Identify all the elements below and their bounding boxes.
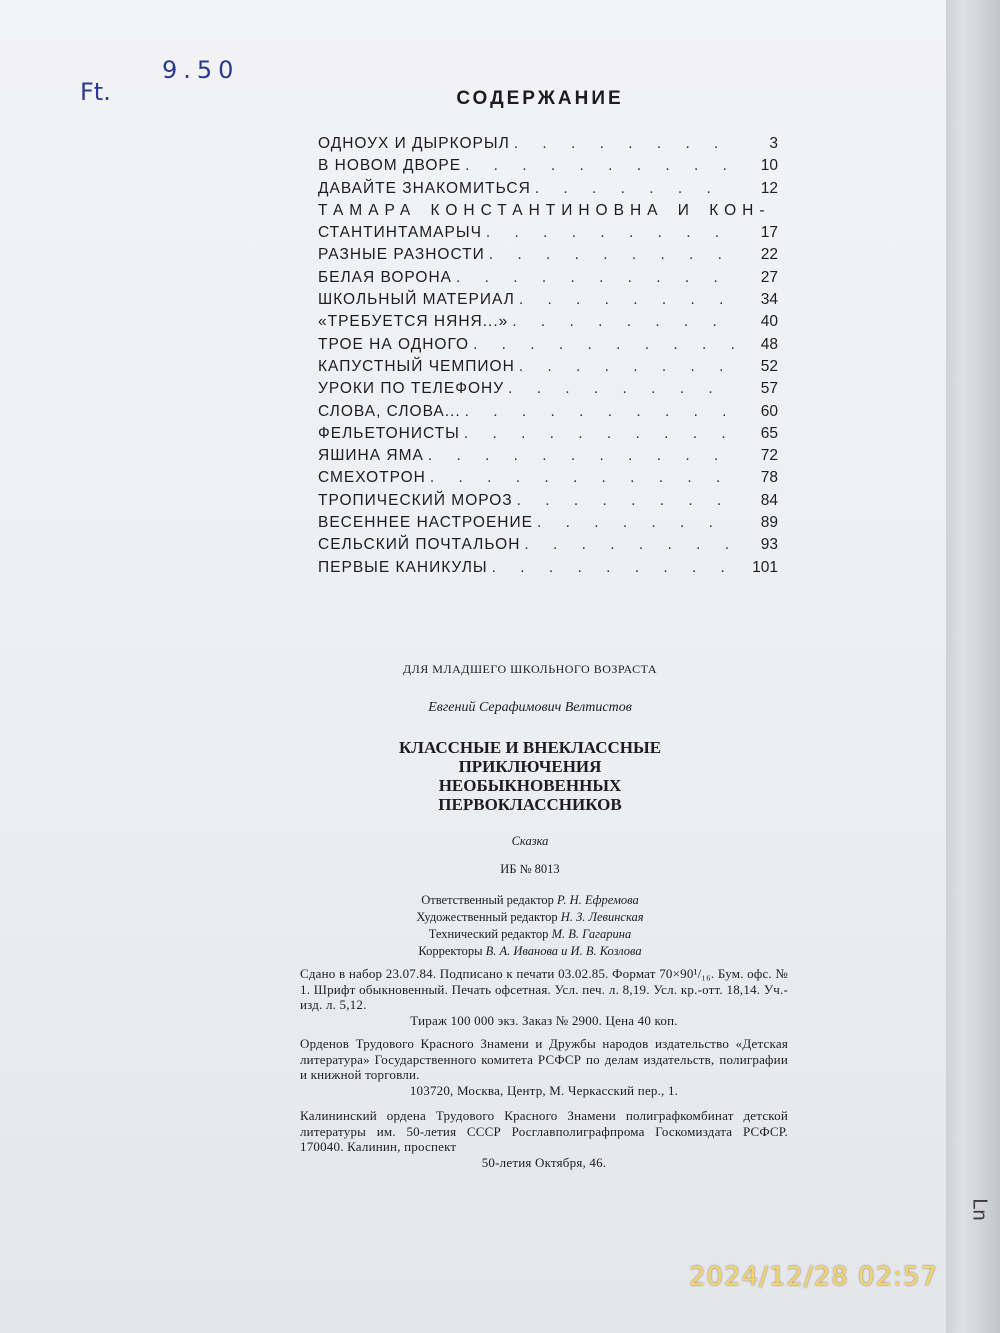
toc-entry-title: ДАВАЙТЕ ЗНАКОМИТЬСЯ (318, 179, 531, 197)
book-title (300, 738, 760, 814)
photo-timestamp: 2024/12/28 02:57 (688, 1262, 938, 1292)
toc-entry (318, 269, 778, 291)
toc-leader-dots (537, 514, 734, 532)
toc-leader-dots (473, 336, 734, 354)
toc-entry (318, 469, 778, 491)
edge-mark: Ln (968, 1198, 991, 1221)
toc-entry-title: ШКОЛЬНЫЙ МАТЕРИАЛ (318, 291, 515, 309)
toc-entry (318, 559, 778, 581)
publisher-address: 103720, Москва, Центр, М. Черкасский пер., 1. (409, 1082, 679, 1098)
toc-entry-page: 34 (760, 291, 778, 309)
toc-entry-title: ПЕРВЫЕ КАНИКУЛЫ (318, 558, 488, 576)
toc-entry (318, 224, 778, 246)
ib-number: ИБ № 8013 (500, 862, 560, 876)
age-group: ДЛЯ МЛАДШЕГО ШКОЛЬНОГО ВОЗРАСТА (402, 662, 658, 676)
printer-address: 50-летия Октября, 46. (481, 1154, 607, 1170)
printer-info: Калининский ордена Трудового Красного Знамени полиграфкомбинат детской литературы им. 50-летия СССР Росглавполиграфпрома Госкомиздата РСФСР. 170040. Калинин, проспект 50-летия Октября, 46. (300, 1108, 788, 1170)
toc-entry (318, 135, 778, 157)
toc-leader-dots (519, 291, 734, 309)
genre: Сказка (511, 834, 549, 848)
toc-entry (318, 358, 778, 380)
toc-leader-dots (512, 313, 734, 331)
toc-entry (318, 180, 778, 202)
toc-entry-title: ФЕЛЬЕТОНИСТЫ (318, 424, 460, 442)
print-run: Тираж 100 000 экз. Заказ № 2900. Цена 40 коп. (410, 1012, 678, 1028)
toc-entry-page: 84 (760, 491, 778, 509)
toc-title: СОДЕРЖАНИЕ (456, 88, 624, 109)
toc-entry-title: СЛОВА, СЛОВА... (318, 402, 461, 420)
toc-entry-title: ВЕСЕННЕЕ НАСТРОЕНИЕ (318, 514, 533, 532)
toc-entry-title: СЕЛЬСКИЙ ПОЧТАЛЬОН (318, 536, 521, 554)
toc-entry-page: 12 (760, 179, 778, 197)
toc-entry-page: 57 (760, 380, 778, 398)
toc-leader-dots (464, 425, 734, 443)
toc-entry-title: ТРОПИЧЕСКИЙ МОРОЗ (318, 491, 513, 509)
toc-entry (318, 425, 778, 447)
toc-entry-title: В НОВОМ ДВОРЕ (318, 157, 462, 175)
toc-entry-page: 48 (760, 335, 778, 353)
toc-entry-title: ТАМАРА КОНСТАНТИНОВНА И КОН- (318, 201, 771, 219)
toc-entry-title: СМЕХОТРОН (318, 469, 426, 487)
toc-entry-page: 3 (769, 135, 778, 152)
toc-entry-page: 52 (760, 357, 778, 375)
toc-entry-page: 10 (760, 157, 778, 175)
toc-leader-dots (428, 447, 734, 465)
toc-leader-dots (508, 380, 734, 398)
publisher-info: Орденов Трудового Красного Знамени и Дружбы народов издательство «Детская литература» Государственного комитета РСФСР по делам издательств, полиграфии и книжной торговли. 103720, Москва, Центр, М. Черкасский пер., 1. (300, 1036, 788, 1098)
credit-line: Технический редактор М. В. Гагарина (428, 927, 632, 941)
credit-line: Ответственный редактор Р. Н. Ефремова (421, 893, 639, 907)
toc-entry-page: 65 (760, 424, 778, 442)
toc-entry (318, 313, 778, 335)
handwritten-code: Ft. (80, 78, 111, 106)
credits (300, 892, 760, 960)
toc-entry-title: «ТРЕБУЕТСЯ НЯНЯ...» (318, 313, 509, 331)
toc-entry-title: УРОКИ ПО ТЕЛЕФОНУ (318, 380, 505, 398)
toc-entry (318, 380, 778, 402)
toc-entry-page: 22 (760, 246, 778, 264)
toc-leader-dots (465, 157, 734, 175)
toc-entry (318, 536, 778, 558)
toc-leader-dots (519, 358, 734, 376)
toc-entry (318, 514, 778, 536)
toc-leader-dots (524, 536, 734, 554)
toc-entry (318, 447, 778, 469)
credit-line: Корректоры В. А. Иванова и И. В. Козлова (418, 944, 642, 958)
toc-entry-title: СТАНТИНТАМАРЫЧ (318, 224, 482, 242)
toc-entry (318, 246, 778, 268)
book-title-line: ПЕРВОКЛАССНИКОВ (438, 795, 622, 814)
toc-entry-title: ЯШИНА ЯМА (318, 447, 424, 465)
book-title-line: КЛАССНЫЕ И ВНЕКЛАССНЫЕ (398, 738, 662, 757)
toc-entry-page: 60 (760, 402, 778, 420)
author-name: Евгений Серафимович Велтистов (428, 700, 632, 715)
toc-entry-page: 72 (760, 447, 778, 465)
toc-leader-dots (486, 224, 734, 242)
next-page-edge (946, 0, 1000, 1333)
toc-leader-dots (517, 492, 734, 510)
credit-line: Художественный редактор Н. З. Левинская (416, 910, 644, 924)
toc-leader-dots (489, 246, 734, 264)
toc-entry (318, 336, 778, 358)
book-title-line: ПРИКЛЮЧЕНИЯ (458, 757, 602, 776)
toc-entry (318, 202, 778, 224)
toc-entry-page: 101 (752, 558, 778, 576)
toc-entry-page: 93 (760, 536, 778, 554)
toc-entry (318, 492, 778, 514)
toc-entry (318, 157, 778, 179)
toc-list (318, 135, 778, 581)
toc-entry-page: 78 (760, 469, 778, 487)
toc-entry (318, 291, 778, 313)
toc-entry-title: РАЗНЫЕ РАЗНОСТИ (318, 246, 485, 264)
toc-entry-page: 40 (760, 313, 778, 331)
handwritten-price: 9.50 (162, 56, 240, 84)
toc-entry-page: 17 (760, 224, 778, 242)
toc-entry-title: ОДНОУХ И ДЫРКОРЫЛ (318, 135, 510, 152)
toc-entry-title: БЕЛАЯ ВОРОНА (318, 268, 452, 286)
toc-leader-dots (492, 559, 734, 577)
toc-entry-page: 27 (760, 268, 778, 286)
toc-leader-dots (535, 180, 734, 198)
print-info: Сдано в набор 23.07.84. Подписано к печати 03.02.85. Формат 70×90¹/₁₆. Бум. офс. № 1. Шрифт обыкновенный. Печать офсетная. Усл. печ. л. 8,19. Усл. кр.-отт. 18,14. Уч.-изд. л. 5,12. Тираж 100 000 экз. Заказ № 2900. Цена 40 коп. (300, 966, 788, 1028)
toc-leader-dots (465, 403, 734, 421)
toc-entry (318, 403, 778, 425)
toc-entry-title: ТРОЕ НА ОДНОГО (318, 335, 470, 353)
toc-leader-dots (456, 269, 734, 287)
toc-leader-dots (430, 469, 734, 487)
toc-leader-dots (514, 135, 734, 153)
toc-entry-page: 89 (760, 514, 778, 532)
toc-entry-title: КАПУСТНЫЙ ЧЕМПИОН (318, 357, 515, 375)
book-title-line: НЕОБЫКНОВЕННЫХ (438, 776, 622, 795)
